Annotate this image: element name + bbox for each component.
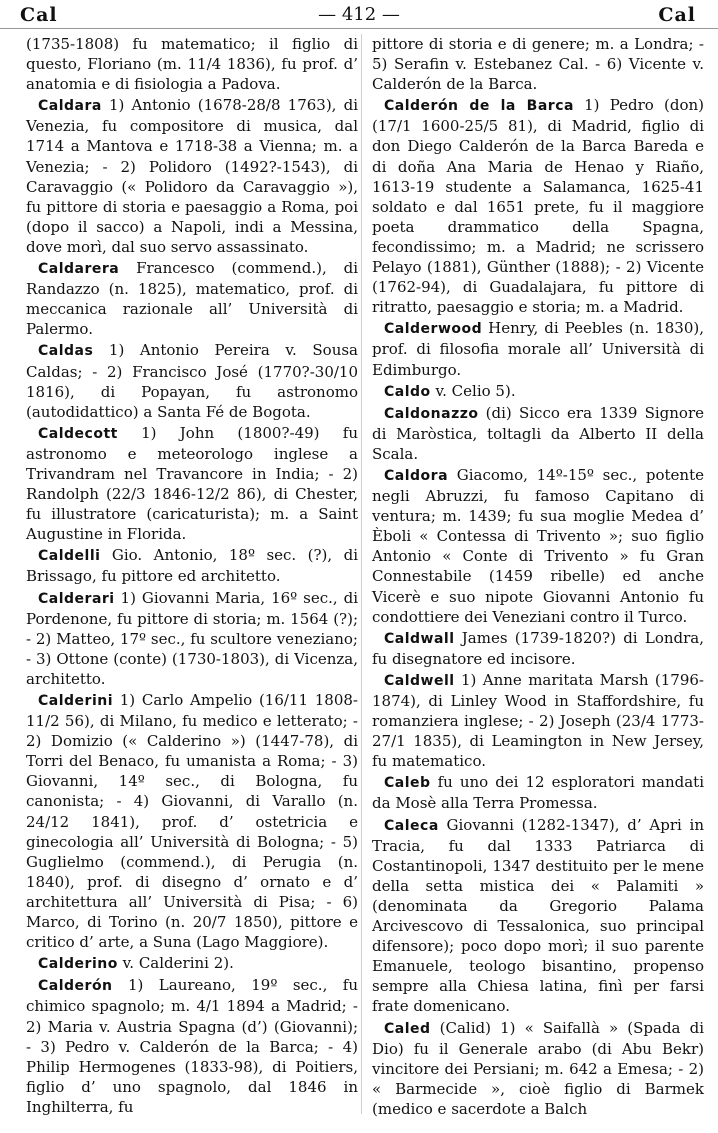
entry-headword: Calderari — [38, 590, 115, 607]
entry-headword: Caleb — [384, 775, 431, 792]
running-head-left-word: Cal — [20, 4, 58, 26]
entry-headword: Caleca — [384, 817, 439, 834]
entry — [372, 628, 704, 669]
entry-text: 1) Giovanni Maria, 16º sec., di Pordenone, fu pittore di storia; m. 1564 (?); - 2) Matteo, 17º sec., fu scultore veneziano; - 3) Ottone (conte) (1730-1803), di Vicenza, architetto. — [26, 588, 358, 688]
entry — [372, 815, 704, 1017]
entry — [26, 953, 358, 974]
entry — [26, 975, 358, 1117]
entry-text: 1) Carlo Ampelio (16/11 1808-11/2 56), di Milano, fu medico e letterato; - 2) Domizio (« Calderino ») (1447-78), di Torri del Benaco, fu umanista a Roma; - 3) Giovanni, 14º sec., di Bologna, fu canonista; - 4) Giovanni, di Varallo (n. 24/12 1841), prof. d’ ostetricia e ginecologia all’ Università di Bologna; - 5) Guglielmo (commend.), di Perugia (n. 1840), prof. di disegno d’ ornato e d’ architettura all’ Università di Pisa; - 6) Marco, di Torino (n. 20/7 1850), pittore e critico d’ arte, a Suna (Lago Maggiore). — [26, 691, 358, 952]
entry-headword: Caldora — [384, 467, 449, 484]
entry — [372, 670, 704, 771]
entry — [372, 403, 704, 464]
entry — [26, 34, 358, 94]
entry-headword: Caldonazzo — [384, 405, 479, 422]
entry-headword: Caldarera — [38, 261, 120, 278]
entry-text: v. Celio 5). — [430, 381, 516, 400]
entry-text: Giovanni (1282-1347), d’ Apri in Tracia, fu dal 1333 Patriarca di Costantinopoli, 1347 destituito per le mene della setta mistica dei « Palamiti » (denominata da Gregorio Palama Arcivescovo di Tessalonica, suo principal difensore); poco dopo morì; il suo parente Emanuele, teologo bisantino, propenso sempre alla Chiesa latina, finì per farsi frate domenicano. — [372, 815, 704, 1016]
entry — [372, 1018, 704, 1119]
entry-text: 1) Laureano, 19º sec., fu chimico spagnolo; m. 4/1 1894 a Madrid; - 2) Maria v. Austria Spagna (d’) (Giovanni); - 3) Pedro v. Calderón de la Barca; - 4) Philip Hermogenes (1833-98), di Poitiers, figlio d’ uno spagnolo, dal 1846 in Inghilterra, fu — [26, 976, 358, 1116]
entry-text: (di) Sicco era 1339 Signore di Maròstica, toltagli da Alberto II della Scala. — [372, 403, 704, 463]
entry — [372, 95, 704, 317]
entry-headword: Calderini — [38, 693, 114, 709]
entry-text: 1) Antonio Pereira v. Sousa Caldas; - 2) Francisco José (1770?-30/10 1816), di Popayan, fu astronomo (autodidattico) a Santa Fé de Bogota. — [26, 341, 358, 421]
entry-headword: Caldo — [384, 383, 431, 400]
left-column — [26, 34, 358, 1118]
entry-headword: Caldas — [38, 343, 94, 360]
entry-text: James (1739-1820?) di Londra, fu disegnatore ed incisore. — [372, 628, 704, 668]
entry-text: 1) Anne maritata Marsh (1796-1874), di Linley Wood in Staffordshire, fu romanziera inglese; - 2) Joseph (23/4 1773-27/1 1835), di Leamington in New Jersey, fu matematico. — [372, 670, 704, 771]
entry-headword: Calderino — [38, 956, 118, 973]
entry — [26, 588, 358, 689]
column-divider — [361, 34, 362, 1114]
entry-text: pittore di storia e di genere; m. a Londra; - 5) Serafin v. Estebanez Cal. - 6) Vicente v. Calderón de la Barca. — [372, 35, 704, 94]
entry-text: 1) Pedro (don) (17/1 1600-25/5 81), di Madrid, figlio di don Diego Calderón de la Barca Bareda e di doña Ana Maria de Henao y Riaño, 1613-19 studente a Salamanca, 1625-41 soldato e dal 1651 prete, fu il maggiore poeta drammatico della Spagna, fecondissimo; m. a Madrid; ne scrissero Pelayo (1881), Günther (1888); - 2) Vicente (1762-94), di Guadalajara, fu pittore di ritratto, paesaggio e storia; m. a Madrid. — [372, 96, 704, 317]
running-head-right-word: Cal — [658, 4, 696, 26]
entry-headword: Caldara — [38, 98, 102, 115]
entry — [26, 340, 358, 421]
entry — [372, 34, 704, 94]
entry-text: Giacomo, 14º-15º sec., potente negli Abruzzi, fu famoso Capitano di ventura; m. 1439; fu sua moglie Medea d’ Èboli « Contessa di Trivento »; suo figlio Antonio « Conte di Trivento » fu Gran Connestabile (1459 ribelle) ed anche Vicerè e suo nipote Giovanni Antonio fu condottiere dei Veneziani contro il Turco. — [372, 465, 704, 626]
running-head — [0, 2, 718, 29]
entry-headword: Caldwell — [384, 672, 455, 689]
entry-headword: Caled — [384, 1020, 431, 1037]
entry-headword: Caldecott — [38, 425, 118, 442]
entry — [26, 95, 358, 257]
entry-headword: Calderón — [38, 978, 113, 995]
entry-headword: Calderón de la Barca — [384, 98, 574, 115]
right-column — [372, 34, 704, 1120]
entry — [372, 381, 704, 402]
entry-text: (Calid) 1) « Saifallà » (Spada di Dio) fu il Generale arabo (di Abu Bekr) vincitore dei Persiani; m. 642 a Emesa; - 2) « Barmecide », cioè figlio di Barmek (medico e sacerdote a Balch — [372, 1018, 704, 1118]
entry — [26, 423, 358, 545]
entry-headword: Caldelli — [38, 548, 101, 565]
entry — [372, 772, 704, 813]
entry — [372, 318, 704, 379]
entry-headword: Calderwood — [384, 321, 483, 338]
entry — [372, 465, 704, 627]
entry-text: 1) John (1800?-49) fu astronomo e meteorologo inglese a Trivandram nel Travancore in India; - 2) Randolph (22/3 1846-12/2 86), di Chester, fu illustratore (caricaturista); m. a Saint Augustine in Florida. — [26, 423, 358, 544]
entry-text: fu uno dei 12 esploratori mandati da Mosè alla Terra Promessa. — [372, 773, 704, 813]
entry-text: v. Calderini 2). — [117, 954, 234, 973]
entry — [26, 545, 358, 586]
entry-text: (1735-1808) fu matematico; il figlio di questo, Floriano (m. 11/4 1836), fu prof. d’ anatomia e di fisiologia a Padova. — [26, 35, 358, 94]
entry-text: 1) Antonio (1678-28/8 1763), di Venezia, fu compositore di musica, dal 1714 a Mantova e 1718-38 a Vienna; m. a Venezia; - 2) Polidoro (1492?-1543), di Caravaggio (« Polidoro da Caravaggio »), fu pittore di storia e paesaggio a Roma, poi (dopo il sacco) a Napoli, indi a Messina, dove morì, dal suo servo assassinato. — [26, 96, 358, 256]
entry-text: Gio. Antonio, 18º sec. (?), di Brissago, fu pittore ed architetto. — [26, 546, 358, 586]
entry-headword: Caldwall — [384, 630, 455, 647]
page-number: — 412 — — [318, 4, 400, 25]
entry — [26, 258, 358, 339]
entry — [26, 690, 358, 952]
entry-text: Francesco (commend.), di Randazzo (n. 1825), matematico, prof. di meccanica razionale all’ Università di Palermo. — [26, 259, 358, 339]
entry-text: Henry, di Peebles (n. 1830), prof. di filosofia morale all’ Università di Edimburgo. — [372, 319, 704, 379]
